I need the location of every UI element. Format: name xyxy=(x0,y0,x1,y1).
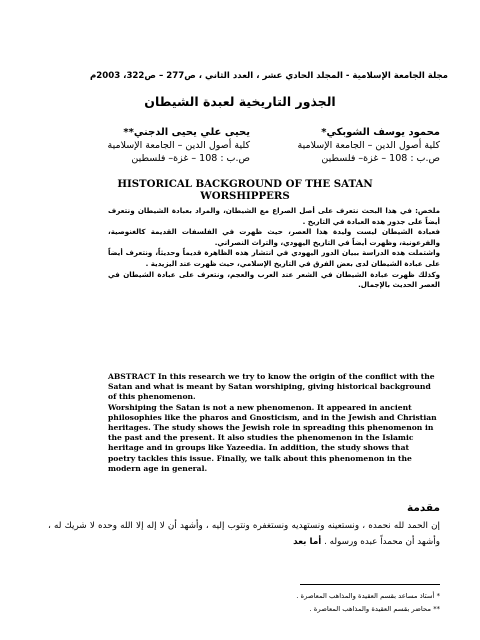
arabic-abstract xyxy=(108,206,440,291)
author-1-name: محمود يوسف الشوبكي* xyxy=(321,127,440,138)
journal-header: مجلة الجامعة الإسلامية - المجلد الحادي عشر ، العدد الثاني ، ص277 – ص322، 2003م xyxy=(89,71,448,81)
footnotes xyxy=(200,590,440,616)
arabic-abstract-paragraph: ملخص: في هذا البحث نتعرف على أصل الصراع مع الشيطان، والمراد بعبادة الشيطان ونتعرف أيضاً على جذور هذه العبادة في التاريخ . xyxy=(108,206,440,226)
author-2 xyxy=(60,126,250,165)
english-abstract xyxy=(108,372,438,474)
arabic-abstract-paragraph: وكذلك ظهرت عبادة الشيطان في الشعر عند العرب والعجم، ونتعرف على عبادة الشيطان في العصر الحديث بالإجمال. xyxy=(108,269,440,290)
author-1-affiliation: كلية أصول الدين – الجامعة الإسلامية xyxy=(297,140,440,151)
author-1 xyxy=(250,126,440,165)
english-title: HISTORICAL BACKGROUND OF THE SATAN WORSHIPPERS xyxy=(117,178,373,202)
author-2-name: يحيى علي يحيى الدجني** xyxy=(123,127,250,138)
arabic-abstract-paragraph: فعبادة الشيطان ليست وليدة هذا العصر، حيث ظهرت في الفلسفات القديمة كالغنوصية، والفرعونية، وظهرت أيضاً في التاريخ اليهودي، والتراث النصراني. xyxy=(108,227,440,247)
arabic-title: الجذور التاريخية لعبدة الشيطان xyxy=(144,94,336,109)
english-abstract-paragraph: Worshiping the Satan is not a new phenomenon. It appeared in ancient philosophies like the pharos and Gnosticism, and in the Jewish and Christian heritages. The study shows the Jewish role in spreading this phenomenon in the past and the present. It also studies the phenomenon in the Islamic heritage and in groups like Yazeedia. In addition, the study shows that poetry tackles this issue. Finally, we talk about this phenomenon in the modern age in general. xyxy=(108,402,437,473)
english-abstract-paragraph: ABSTRACT In this research we try to know the origin of the conflict with the Satan and what is meant by Satan worshiping, giving historical background of this phenomenon. xyxy=(108,372,435,402)
arabic-abstract-paragraph: واشتملت هذه الدراسة ببيان الدور اليهودي في انتشار هذه الظاهرة قديماً وحديثاً، ونتعرف أيضاً على عبادة الشيطان لدى بعض الفرق في التاريخ الإسلامي، حيث ظهرت عند اليزيدية . xyxy=(108,248,440,268)
footnote-divider xyxy=(300,584,440,585)
introduction-heading: مقدمة xyxy=(407,502,440,514)
author-2-address: ص.ب : 108 – غزة– فلسطين xyxy=(131,153,250,164)
author-2-affiliation: كلية أصول الدين – الجامعة الإسلامية xyxy=(107,140,250,151)
author-1-address: ص.ب : 108 – غزة– فلسطين xyxy=(321,153,440,164)
footnote-1: * أستاذ مساعد بقسم العقيدة والمذاهب المعاصرة . xyxy=(296,592,440,600)
introduction-bold: أما بعد xyxy=(293,537,322,547)
introduction-body: إن الحمد لله نحمده ، ونستعينه ونستهديه ونستغفره ونتوب إليه ، وأشهد أن لا إله إلا الله وحده لا شريك له ، وأشهد أن محمداً عبده ورسوله . xyxy=(48,521,440,547)
footnote-2: ** محاضر بقسم العقيدة والمذاهب المعاصرة . xyxy=(309,605,440,613)
introduction-text xyxy=(48,518,440,550)
